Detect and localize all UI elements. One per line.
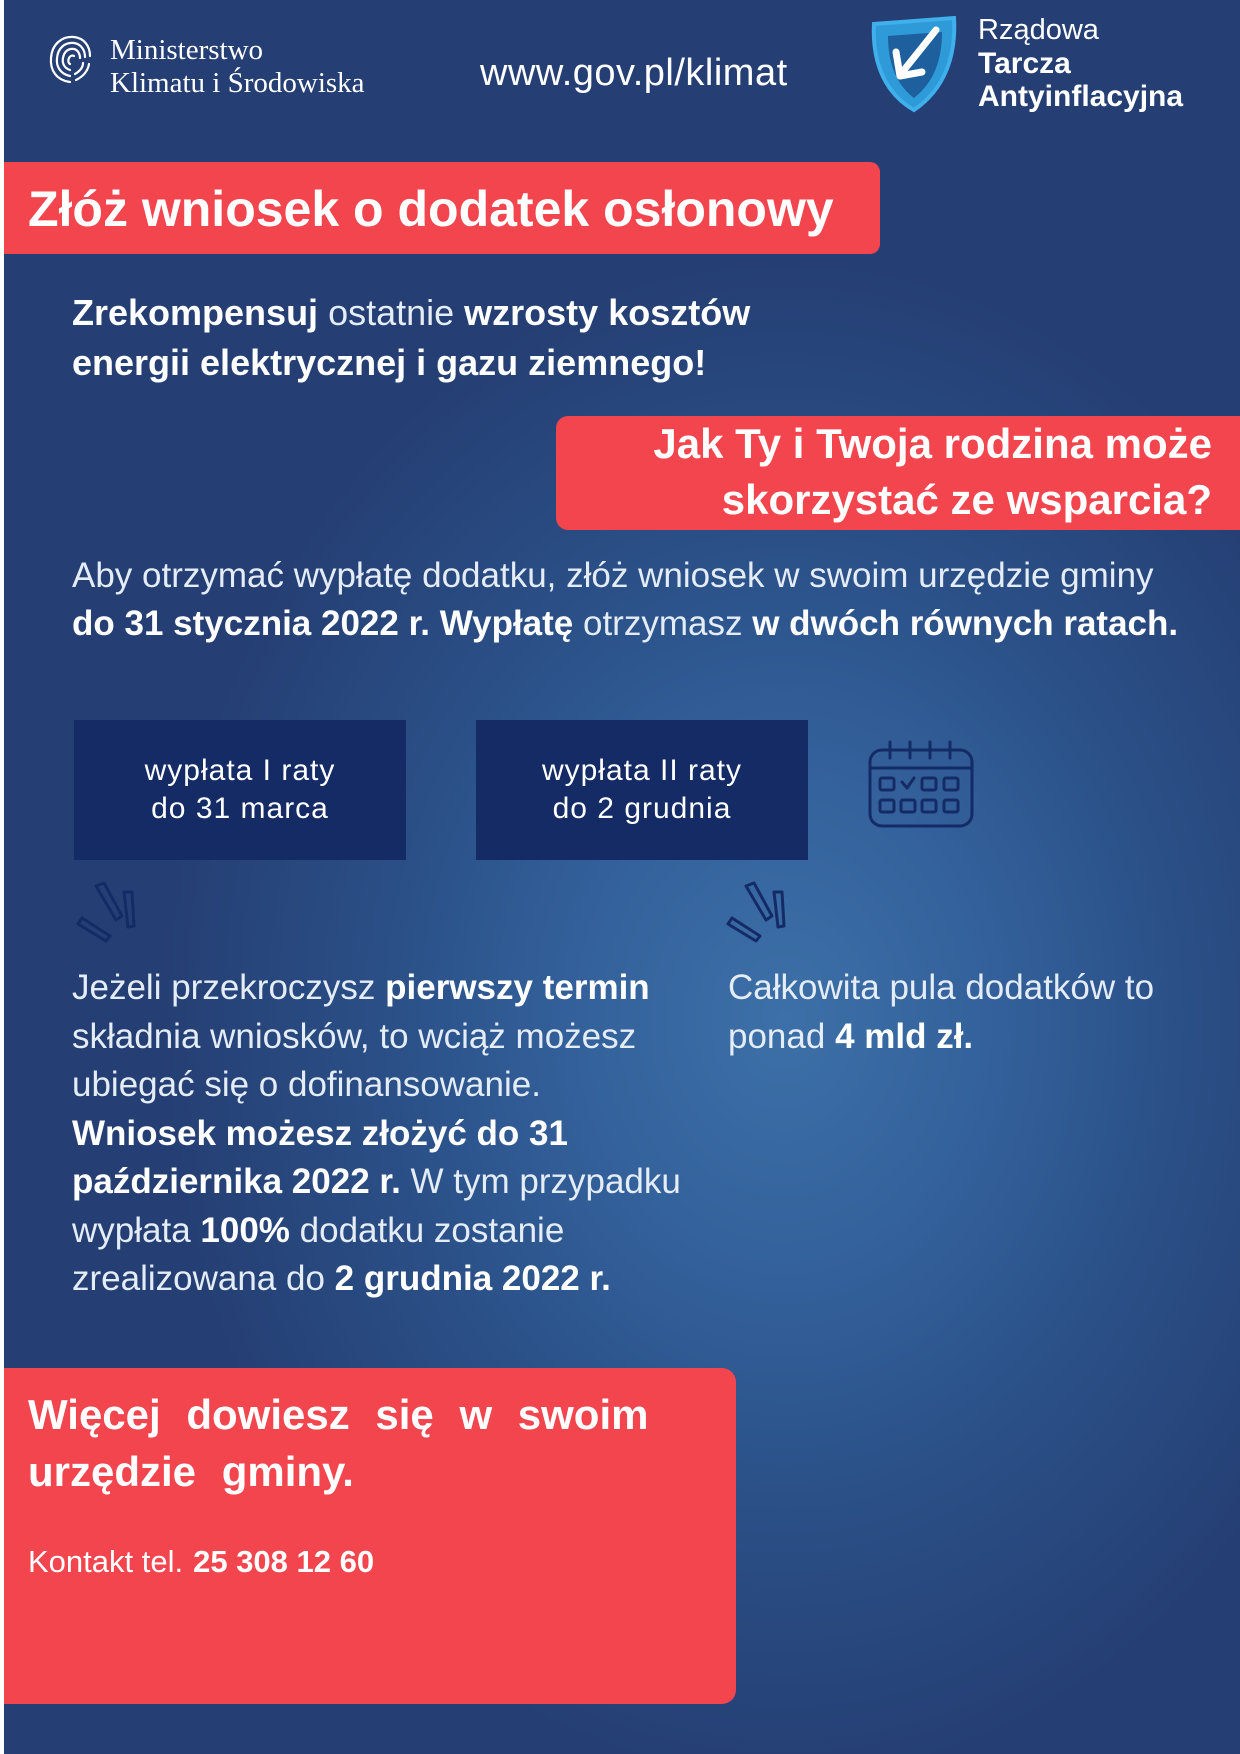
installment-box-2 — [476, 720, 808, 860]
funding-pool-paragraph — [728, 964, 1208, 1061]
contact-phone[interactable]: 25 308 12 60 — [193, 1544, 375, 1579]
late-part-3: składnia wniosków, to wciąż możesz ubiegać się o dofinansowanie. — [72, 1016, 637, 1104]
deadline-part-3: otrzymasz — [573, 604, 753, 643]
deadline-paragraph — [72, 552, 1202, 648]
late-part-2: pierwszy termin — [385, 968, 650, 1007]
accent-marks-icon — [726, 880, 798, 944]
shield-line-3: Antyinflacyjna — [978, 80, 1184, 113]
contact-line — [28, 1544, 374, 1580]
late-part-6: 100% — [200, 1210, 290, 1250]
late-part-5: W tym przypadku wypłata — [72, 1162, 681, 1250]
installment-box-1 — [74, 720, 406, 860]
fingerprint-swirl-icon — [48, 32, 92, 86]
installment-2-line-2: do 2 grudnia — [552, 792, 732, 825]
contact-label: Kontakt tel. — [28, 1544, 184, 1579]
poster — [4, 0, 1240, 1754]
late-part-7: dodatku zostanie zrealizowana do — [72, 1210, 565, 1298]
installment-1-line-1: wypłata I raty — [144, 754, 336, 787]
deadline-part-4: w dwóch równych ratach. — [752, 604, 1179, 643]
installment-1-line-2: do 31 marca — [151, 792, 329, 825]
pool-part-1: Całkowita pula dodatków to ponad — [728, 968, 1155, 1056]
deadline-part-2: do 31 stycznia 2022 r. Wypłatę — [72, 604, 574, 643]
ministry-line-2: Klimatu i Środowiska — [110, 67, 365, 99]
question-line-2: skorzystać ze wsparcia? — [721, 476, 1212, 523]
intro-text — [72, 288, 750, 388]
page-title: Złóż wniosek o dodatek osłonowy — [28, 181, 834, 237]
intro-part-2: ostatnie — [318, 292, 465, 333]
question-text — [564, 416, 1212, 528]
question-line-1: Jak Ty i Twoja rodzina może — [653, 420, 1212, 467]
shield-line-1: Rządowa — [978, 14, 1099, 46]
deadline-part-1: Aby otrzymać wypłatę dodatku, złóż wniosek w swoim urzędzie gminy — [72, 556, 1154, 595]
late-part-4: Wniosek możesz złożyć do 31 października 2022 r. — [72, 1113, 568, 1201]
late-part-1: Jeżeli przekroczysz — [72, 968, 386, 1007]
late-part-8: 2 grudnia 2022 r. — [334, 1259, 611, 1298]
ministry-line-1: Ministerstwo — [110, 34, 264, 66]
shield-arrow-icon — [866, 14, 962, 114]
shield-line-2: Tarcza — [978, 47, 1071, 80]
accent-marks-icon — [76, 880, 148, 944]
installment-2-line-1: wypłata II raty — [541, 754, 743, 787]
website-link[interactable]: www.gov.pl/klimat — [480, 52, 788, 94]
shield-program-name — [978, 14, 1183, 113]
more-info-text: Więcej dowiesz się w swoim urzędzie gminy. — [28, 1391, 649, 1495]
intro-part-1: Zrekompensuj — [72, 292, 319, 333]
late-application-paragraph — [72, 964, 692, 1304]
calendar-icon — [866, 738, 976, 830]
intro-part-3: wzrosty kosztów — [464, 292, 751, 333]
pool-part-2: 4 mld zł. — [835, 1016, 974, 1056]
ministry-name — [110, 34, 365, 100]
intro-part-4: energii elektrycznej i gazu ziemnego! — [72, 342, 707, 383]
